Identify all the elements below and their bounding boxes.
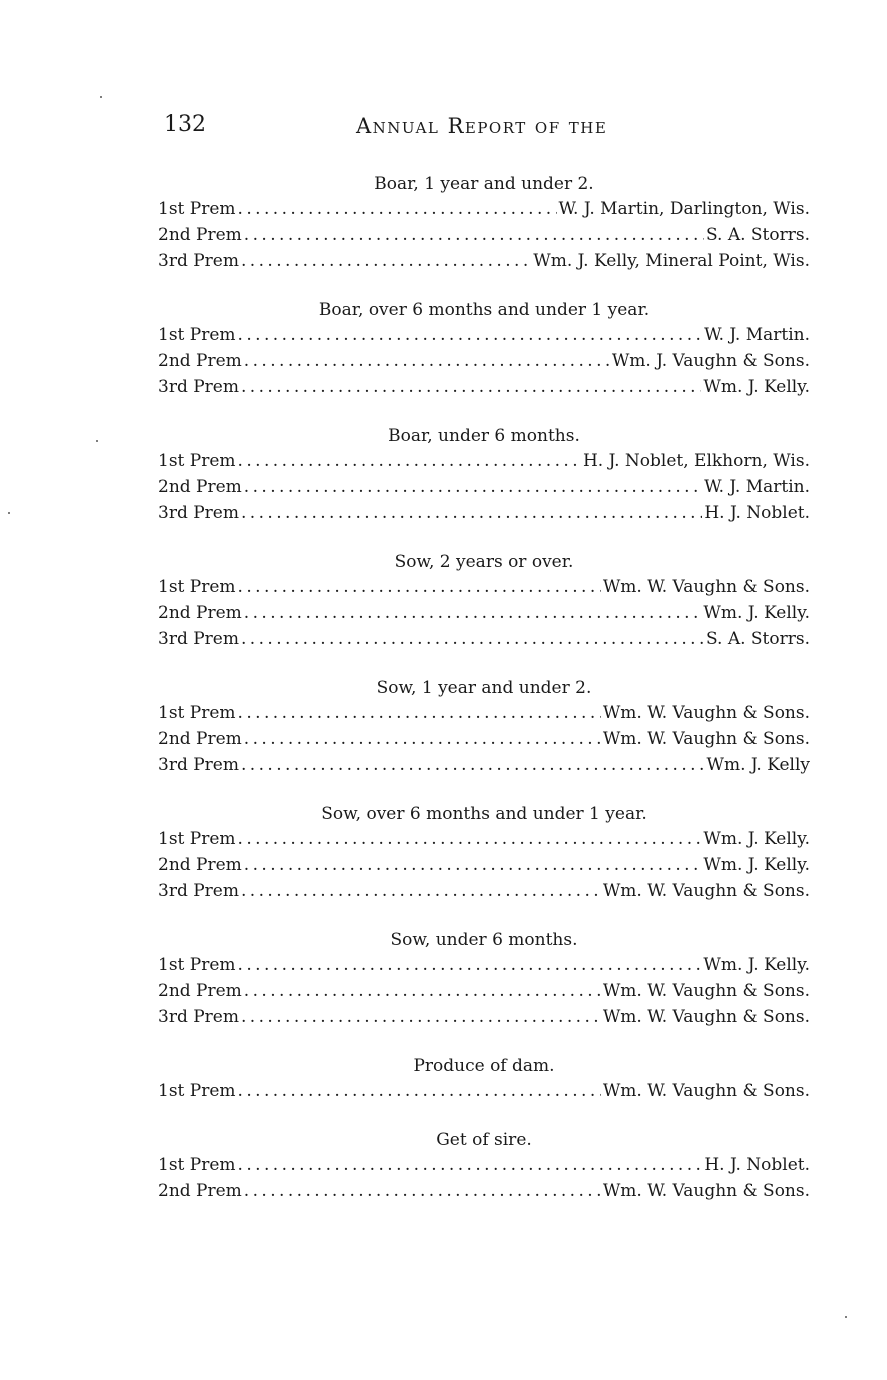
exhibitor-name: Wm. W. Vaughn & Sons. xyxy=(602,1007,810,1027)
premium-label: 2nd Prem xyxy=(158,981,242,1001)
dot-leader xyxy=(241,500,702,526)
premium-label: 3rd Prem xyxy=(158,755,239,775)
premium-entry xyxy=(158,348,810,374)
dot-leader xyxy=(241,1004,601,1030)
section-heading: Get of sire. xyxy=(436,1130,532,1150)
premium-label: 3rd Prem xyxy=(158,881,239,901)
premium-section xyxy=(158,1128,810,1204)
premium-label: 3rd Prem xyxy=(158,377,239,397)
dot-leader xyxy=(238,700,601,726)
premium-entry xyxy=(158,952,810,978)
dot-leader xyxy=(238,1078,601,1104)
exhibitor-name: Wm. W. Vaughn & Sons. xyxy=(602,729,810,749)
premium-entry xyxy=(158,978,810,1004)
scan-speck xyxy=(100,96,102,98)
exhibitor-name: Wm. W. Vaughn & Sons. xyxy=(602,703,810,723)
section-heading: Sow, 2 years or over. xyxy=(394,552,574,572)
exhibitor-name: H. J. Noblet, Elkhorn, Wis. xyxy=(582,451,810,471)
dot-leader xyxy=(238,322,703,348)
dot-leader xyxy=(244,852,702,878)
premium-entry xyxy=(158,878,810,904)
dot-leader xyxy=(238,196,557,222)
premium-label: 2nd Prem xyxy=(158,729,242,749)
premium-list xyxy=(158,172,810,1228)
dot-leader xyxy=(244,978,601,1004)
dot-leader xyxy=(244,474,702,500)
premium-label: 3rd Prem xyxy=(158,251,239,271)
dot-leader xyxy=(244,726,601,752)
premium-label: 1st Prem xyxy=(158,199,236,219)
dot-leader xyxy=(244,1178,601,1204)
page-number: 132 xyxy=(164,112,206,137)
premium-section xyxy=(158,424,810,526)
exhibitor-name: Wm. W. Vaughn & Sons. xyxy=(602,1081,810,1101)
premium-entry xyxy=(158,222,810,248)
exhibitor-name: Wm. J. Kelly, Mineral Point, Wis. xyxy=(533,251,810,271)
section-heading: Boar, over 6 months and under 1 year. xyxy=(318,300,650,320)
premium-entry xyxy=(158,752,810,778)
premium-section xyxy=(158,172,810,274)
dot-leader xyxy=(238,952,702,978)
premium-label: 1st Prem xyxy=(158,703,236,723)
premium-entry xyxy=(158,448,810,474)
exhibitor-name: Wm. J. Vaughn & Sons. xyxy=(611,351,810,371)
premium-entry xyxy=(158,374,810,400)
premium-entry xyxy=(158,700,810,726)
section-heading: Boar, under 6 months. xyxy=(388,426,580,446)
dot-leader xyxy=(238,826,702,852)
premium-label: 3rd Prem xyxy=(158,1007,239,1027)
premium-entry xyxy=(158,474,810,500)
premium-section xyxy=(158,550,810,652)
scan-speck xyxy=(8,512,10,514)
premium-section xyxy=(158,928,810,1030)
premium-label: 2nd Prem xyxy=(158,603,242,623)
premium-section xyxy=(158,1054,810,1104)
exhibitor-name: Wm. J. Kelly. xyxy=(703,855,810,875)
premium-entry xyxy=(158,600,810,626)
dot-leader xyxy=(241,374,701,400)
section-heading: Sow, over 6 months and under 1 year. xyxy=(321,804,647,824)
premium-entry xyxy=(158,322,810,348)
premium-entry xyxy=(158,196,810,222)
premium-section xyxy=(158,676,810,778)
premium-entry xyxy=(158,626,810,652)
section-heading: Sow, 1 year and under 2. xyxy=(376,678,592,698)
exhibitor-name: H. J. Noblet. xyxy=(704,503,810,523)
premium-label: 1st Prem xyxy=(158,1081,236,1101)
exhibitor-name: Wm. J. Kelly. xyxy=(703,955,810,975)
exhibitor-name: S. A. Storrs. xyxy=(705,225,810,245)
exhibitor-name: W. J. Martin. xyxy=(704,477,810,497)
exhibitor-name: Wm. J. Kelly. xyxy=(703,829,810,849)
dot-leader xyxy=(241,878,601,904)
premium-entry xyxy=(158,726,810,752)
dot-leader xyxy=(238,1152,703,1178)
exhibitor-name: Wm. W. Vaughn & Sons. xyxy=(602,1181,810,1201)
exhibitor-name: Wm. J. Kelly xyxy=(706,755,810,775)
premium-entry xyxy=(158,1078,810,1104)
dot-leader xyxy=(241,752,705,778)
premium-label: 3rd Prem xyxy=(158,503,239,523)
section-heading: Boar, 1 year and under 2. xyxy=(374,174,594,194)
exhibitor-name: H. J. Noblet. xyxy=(704,1155,810,1175)
dot-leader xyxy=(241,626,704,652)
premium-label: 2nd Prem xyxy=(158,1181,242,1201)
exhibitor-name: W. J. Martin. xyxy=(704,325,810,345)
premium-entry xyxy=(158,852,810,878)
running-title: Annual Report of the xyxy=(356,114,608,138)
premium-label: 2nd Prem xyxy=(158,351,242,371)
premium-label: 2nd Prem xyxy=(158,225,242,245)
dot-leader xyxy=(238,574,601,600)
premium-label: 2nd Prem xyxy=(158,477,242,497)
dot-leader xyxy=(238,448,581,474)
section-heading: Produce of dam. xyxy=(413,1056,555,1076)
premium-label: 1st Prem xyxy=(158,325,236,345)
premium-label: 1st Prem xyxy=(158,955,236,975)
premium-label: 1st Prem xyxy=(158,577,236,597)
dot-leader xyxy=(244,348,610,374)
exhibitor-name: S. A. Storrs. xyxy=(705,629,810,649)
dot-leader xyxy=(244,222,704,248)
premium-entry xyxy=(158,574,810,600)
exhibitor-name: W. J. Martin, Darlington, Wis. xyxy=(558,199,810,219)
exhibitor-name: Wm. W. Vaughn & Sons. xyxy=(602,881,810,901)
exhibitor-name: Wm. J. Kelly. xyxy=(703,377,810,397)
scan-speck xyxy=(96,440,98,442)
premium-entry xyxy=(158,500,810,526)
premium-label: 1st Prem xyxy=(158,451,236,471)
dot-leader xyxy=(241,248,531,274)
premium-entry xyxy=(158,1178,810,1204)
exhibitor-name: Wm. W. Vaughn & Sons. xyxy=(602,981,810,1001)
premium-label: 1st Prem xyxy=(158,1155,236,1175)
premium-entry xyxy=(158,1152,810,1178)
premium-label: 2nd Prem xyxy=(158,855,242,875)
exhibitor-name: Wm. J. Kelly. xyxy=(703,603,810,623)
premium-section xyxy=(158,802,810,904)
dot-leader xyxy=(244,600,702,626)
scan-speck xyxy=(845,1316,847,1318)
premium-entry xyxy=(158,248,810,274)
exhibitor-name: Wm. W. Vaughn & Sons. xyxy=(602,577,810,597)
premium-label: 3rd Prem xyxy=(158,629,239,649)
running-head xyxy=(160,112,820,142)
section-heading: Sow, under 6 months. xyxy=(390,930,578,950)
premium-label: 1st Prem xyxy=(158,829,236,849)
premium-section xyxy=(158,298,810,400)
premium-entry xyxy=(158,826,810,852)
premium-entry xyxy=(158,1004,810,1030)
